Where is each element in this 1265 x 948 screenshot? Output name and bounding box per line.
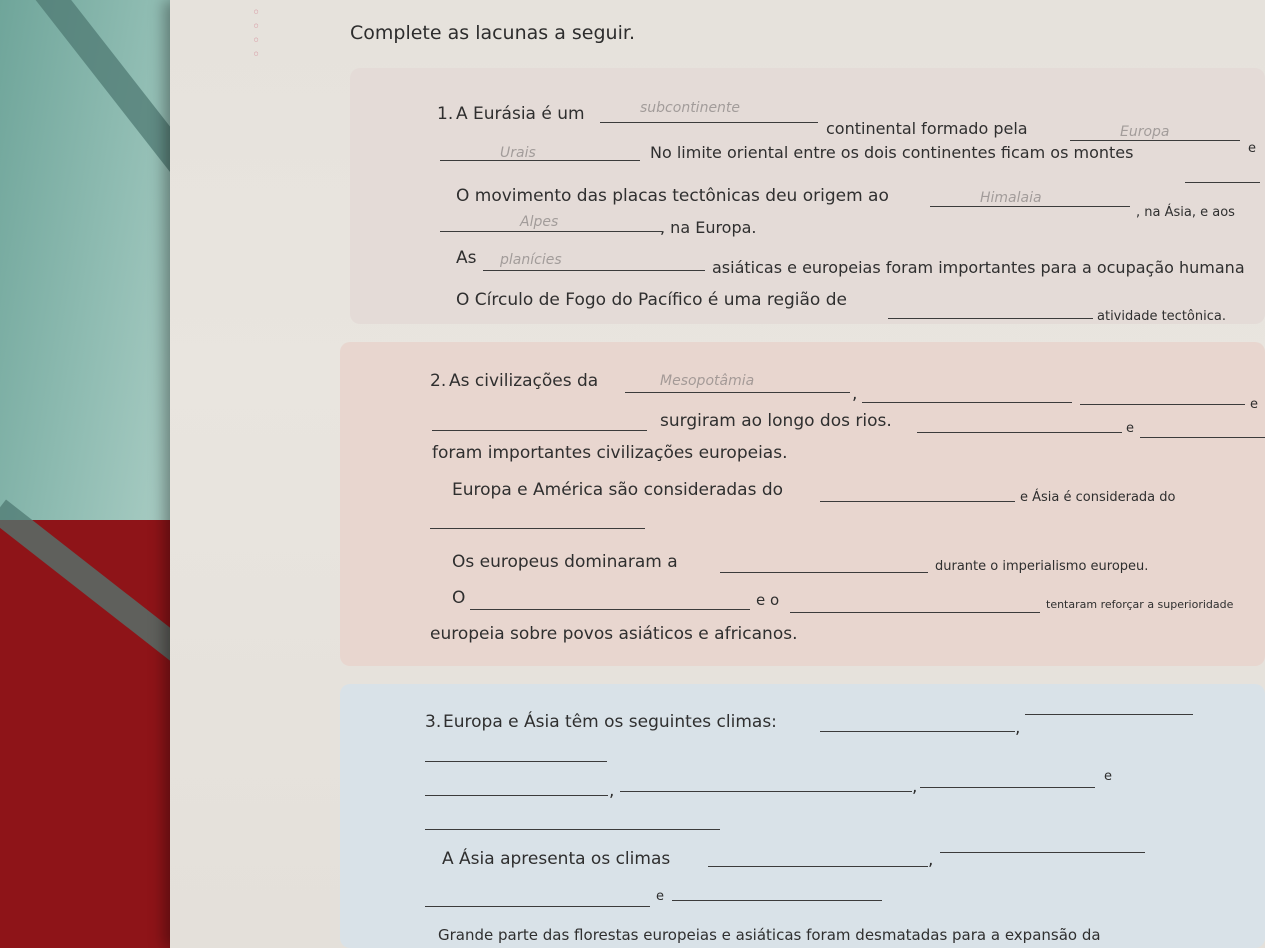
connector-text: e (1250, 397, 1258, 412)
prompt-text: foram importantes civilizações europeias. (432, 443, 788, 463)
answer-blank[interactable] (425, 761, 607, 762)
question-number: 1. (437, 104, 454, 124)
handwritten-answer: Himalaia (980, 190, 1042, 206)
prompt-text: Europa e América são consideradas do (452, 480, 784, 500)
handwritten-answer: planícies (500, 252, 562, 268)
handwritten-answer: Urais (500, 145, 536, 161)
answer-blank[interactable] (1025, 714, 1193, 715)
connector-text: e o (756, 591, 780, 609)
connector-text: e (1104, 769, 1112, 784)
comma-text: , (1015, 718, 1021, 738)
prompt-text: Europa e Ásia têm os seguintes climas: (443, 712, 777, 732)
page-title: Complete as lacunas a seguir. (350, 22, 635, 44)
answer-blank[interactable] (790, 612, 1040, 613)
question-number: 2. (430, 371, 447, 391)
prompt-text: O Círculo de Fogo do Pacífico é uma região de (456, 290, 847, 310)
answer-blank[interactable] (720, 572, 928, 573)
answer-blank[interactable] (920, 787, 1095, 788)
prompt-text: e Ásia é considerada do (1020, 490, 1176, 505)
answer-blank[interactable] (862, 402, 1072, 403)
handwritten-answer: Europa (1120, 124, 1170, 140)
comma-text: , (928, 850, 934, 870)
prompt-text: Os europeus dominaram a (452, 552, 678, 572)
prompt-text: , na Ásia, e aos (1136, 205, 1235, 220)
answer-blank[interactable] (425, 906, 650, 907)
decorative-dots-icon: ◦ ◦ ◦ ◦ (252, 5, 261, 63)
answer-blank[interactable] (1140, 437, 1265, 438)
answer-blank[interactable] (708, 866, 928, 867)
answer-blank[interactable] (1070, 140, 1240, 141)
answer-blank[interactable] (425, 829, 720, 830)
answer-blank[interactable] (930, 206, 1130, 207)
answer-blank[interactable] (625, 392, 850, 393)
answer-blank[interactable] (917, 432, 1122, 433)
prompt-text: Grande parte das florestas europeias e asiáticas foram desmatadas para a expansão da (438, 926, 1101, 944)
answer-blank[interactable] (940, 852, 1145, 853)
handwritten-answer: Alpes (520, 214, 559, 230)
answer-blank[interactable] (440, 160, 640, 161)
answer-blank[interactable] (820, 731, 1015, 732)
answer-blank[interactable] (1080, 404, 1245, 405)
answer-blank[interactable] (483, 270, 705, 271)
handwritten-answer: subcontinente (640, 100, 741, 116)
prompt-text: tentaram reforçar a superioridade (1046, 598, 1234, 611)
prompt-text: No limite oriental entre os dois continentes ficam os montes (650, 143, 1134, 162)
question-number: 3. (425, 712, 442, 732)
answer-blank[interactable] (820, 501, 1015, 502)
answer-blank[interactable] (430, 528, 645, 529)
prompt-text: europeia sobre povos asiáticos e africanos. (430, 624, 798, 644)
answer-blank[interactable] (888, 318, 1093, 319)
answer-blank[interactable] (432, 430, 647, 431)
prompt-text: As (456, 248, 477, 268)
comma-text: , (912, 777, 918, 797)
prompt-text: As civilizações da (449, 371, 599, 391)
answer-blank[interactable] (440, 231, 662, 232)
prompt-text: A Ásia apresenta os climas (442, 849, 671, 869)
prompt-text: durante o imperialismo europeu. (935, 559, 1149, 574)
prompt-text: continental formado pela (826, 119, 1028, 138)
prompt-text: asiáticas e europeias foram importantes para a ocupação humana (712, 258, 1245, 277)
answer-blank[interactable] (620, 791, 912, 792)
connector-text: e (1126, 421, 1134, 436)
answer-blank[interactable] (470, 609, 750, 610)
prompt-text: , na Europa. (660, 218, 757, 237)
answer-blank[interactable] (1185, 182, 1260, 183)
prompt-text: O (452, 588, 466, 608)
answer-blank[interactable] (425, 795, 608, 796)
answer-blank[interactable] (672, 900, 882, 901)
prompt-text: atividade tectônica. (1097, 309, 1226, 324)
handwritten-answer: Mesopotâmia (660, 373, 755, 389)
answer-blank[interactable] (600, 122, 818, 123)
connector-text: e (1248, 141, 1256, 156)
comma-text: , (852, 384, 858, 404)
connector-text: e (656, 889, 664, 904)
comma-text: , (609, 781, 615, 801)
prompt-text: surgiram ao longo dos rios. (660, 411, 892, 431)
prompt-text: O movimento das placas tectônicas deu origem ao (456, 186, 889, 206)
prompt-text: A Eurásia é um (456, 104, 585, 124)
